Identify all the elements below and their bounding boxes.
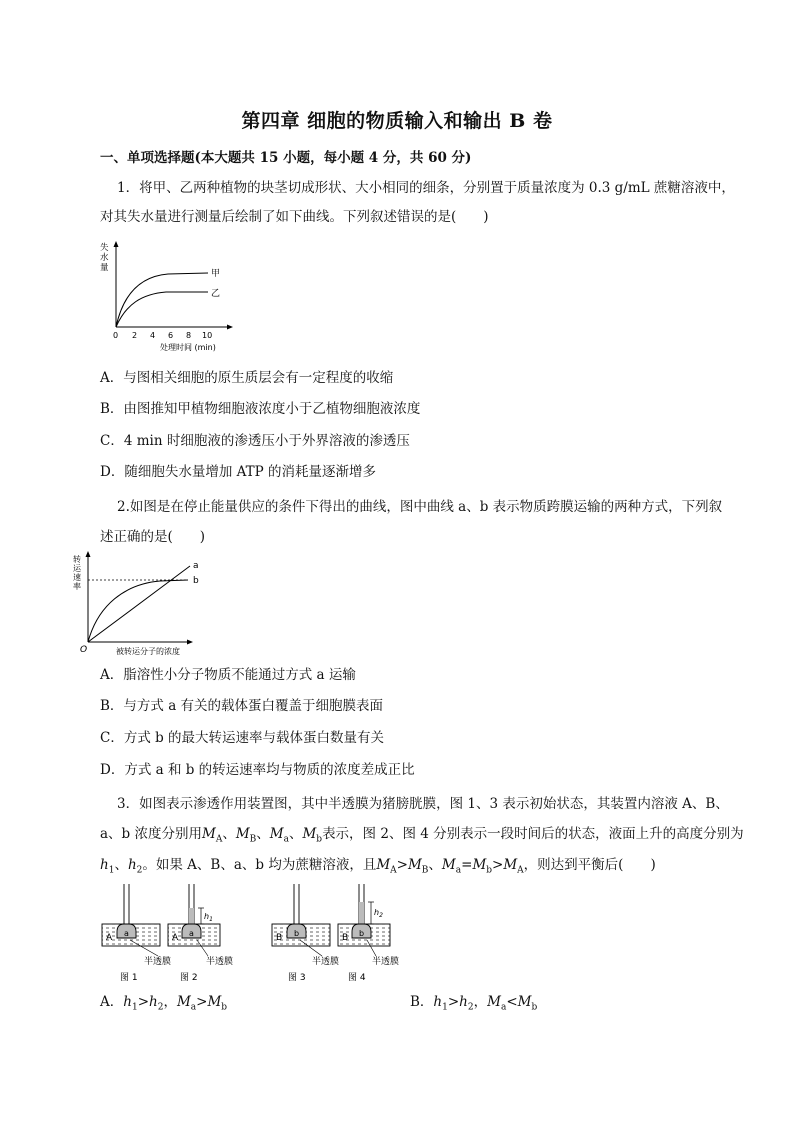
q3-membrane-label-4: 半透膜 <box>372 957 400 967</box>
svg-text:B: B <box>276 933 283 943</box>
q3-line1: 3．如图表示渗透作用装置图，其中半透膜为猪膀胱膜，图 1、3 表示初始状态，其装置内溶液 A、B、 <box>117 796 729 812</box>
q2-curve-b <box>88 580 188 642</box>
q2-option-b: B．与方式 a 有关的载体蛋白覆盖于细胞膜表面 <box>100 698 384 714</box>
section-heading: 一、单项选择题(本大题共 15 小题，每小题 4 分，共 60 分) <box>100 150 472 166</box>
q2-stem-line2: 述正确的是( ) <box>100 529 206 545</box>
q2-stem-line1: 2.如图是在停止能量供应的条件下得出的曲线，图中曲线 a、b 表示物质跨膜运输的两种方式，下列叙 <box>117 499 723 515</box>
q1-curve-label-jia: 甲 <box>211 269 221 279</box>
q2-line-a <box>88 566 190 642</box>
q1-option-b: B．由图推知甲植物细胞液浓度小于乙植物细胞液浓度 <box>100 401 421 417</box>
q3-fig2 <box>168 884 220 946</box>
q1-stem-line2: 对其失水量进行测量后绘制了如下曲线。下列叙述错误的是( ) <box>100 209 489 225</box>
q2-option-a: A．脂溶性小分子物质不能通过方式 a 运输 <box>100 667 356 683</box>
q1-tick-6: 6 <box>168 331 174 340</box>
q2-origin: O <box>80 645 88 655</box>
q3-option-b: B．$h_1>h_2$，$M_a<M_b$ <box>410 994 538 1013</box>
q1-xlabel: 处理时间 (min) <box>160 343 216 352</box>
q3-line3: $h_1$、$h_2$。如果 A、B、a、b 均为蔗糖溶液，且$M_A>M_B$、$M_a=M_b>M_A$，则达到平衡后( ) <box>100 857 656 876</box>
q3-membrane-label-2: 半透膜 <box>206 957 234 967</box>
q2-option-c: C．方式 b 的最大转运速率与载体蛋白数量有关 <box>100 730 385 746</box>
q2-ylabel-4: 率 <box>73 582 81 591</box>
q1-figure <box>96 238 246 354</box>
q1-curve-jia <box>116 273 208 327</box>
svg-text:h2: $h_2$ <box>374 908 383 919</box>
q3-fig-label-4: 图 4 <box>348 973 366 983</box>
q3-fig-label-3: 图 3 <box>288 973 306 983</box>
q1-tick-8: 8 <box>186 331 192 340</box>
q2-option-d: D．方式 a 和 b 的转运速率均与物质的浓度差成正比 <box>100 762 415 778</box>
q1-stem-line1: 1．将甲、乙两种植物的块茎切成形状、大小相同的细条，分别置于质量浓度为 0.3 g/mL 蔗糖溶液中， <box>117 180 735 196</box>
q3-membrane-label-1: 半透膜 <box>144 957 172 967</box>
svg-text:b: b <box>294 929 300 938</box>
q1-tick-2: 2 <box>132 331 138 340</box>
q3-fig-label-2: 图 2 <box>180 973 198 983</box>
svg-text:A: A <box>172 933 179 943</box>
q2-ylabel-2: 运 <box>73 564 81 573</box>
svg-text:h1: $h_1$ <box>204 912 213 923</box>
q1-option-d: D．随细胞失水量增加 ATP 的消耗量逐渐增多 <box>100 464 377 480</box>
q2-curve-label-a: a <box>193 561 199 571</box>
q3-fig3 <box>272 884 330 946</box>
q2-ylabel-3: 速 <box>73 573 81 582</box>
q1-tick-4: 4 <box>150 331 156 340</box>
q3-fig1 <box>102 884 160 946</box>
q3-fig-label-1: 图 1 <box>120 973 138 983</box>
q1-ylabel-1: 失 <box>100 243 109 253</box>
q2-ylabel-1: 转 <box>73 555 81 564</box>
q1-curve-yi <box>116 292 208 327</box>
q3-figure <box>100 882 420 984</box>
q1-curve-label-yi: 乙 <box>211 289 221 299</box>
q3-fig4 <box>338 884 390 946</box>
svg-text:a: a <box>189 929 194 938</box>
q2-figure <box>70 550 220 660</box>
q1-option-a: A．与图相关细胞的原生质层会有一定程度的收缩 <box>100 370 394 386</box>
q1-tick-10: 10 <box>202 331 213 340</box>
q1-tick-0: 0 <box>113 331 119 340</box>
q3-membrane-label-3: 半透膜 <box>312 957 340 967</box>
q3-line2: a、b 浓度分别用$M_A$、$M_B$、$M_a$、$M_b$表示，图 2、图 4 分别表示一段时间后的状态，液面上升的高度分别为 <box>100 826 744 845</box>
q1-ylabel-2: 水 <box>100 253 109 263</box>
q2-xlabel: 被转运分子的浓度 <box>116 647 180 656</box>
svg-text:B: B <box>342 933 349 943</box>
q3-option-a: A．$h_1>h_2$，$M_a>M_b$ <box>100 994 228 1013</box>
q2-curve-label-b: b <box>193 576 199 586</box>
q1-ylabel-3: 量 <box>100 263 109 273</box>
svg-text:A: A <box>106 933 113 943</box>
svg-text:b: b <box>359 929 365 938</box>
page-title: 第四章 细胞的物质输入和输出 B 卷 <box>241 110 553 132</box>
svg-text:a: a <box>124 929 129 938</box>
q1-option-c: C．4 min 时细胞液的渗透压小于外界溶液的渗透压 <box>100 433 410 449</box>
